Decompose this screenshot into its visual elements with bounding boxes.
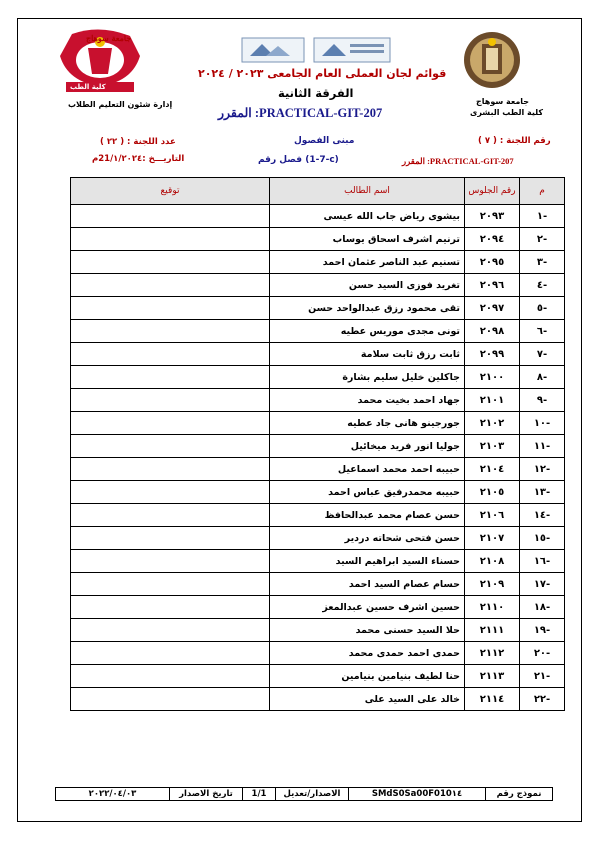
row-number: -٦	[520, 320, 565, 343]
signature-cell	[71, 688, 270, 711]
signature-cell	[71, 619, 270, 642]
signature-cell	[71, 343, 270, 366]
header-m: م	[520, 178, 565, 205]
row-number: -٢	[520, 228, 565, 251]
row-number: -١٢	[520, 458, 565, 481]
student-name: حسن عصام محمد عبدالحافظ	[270, 504, 465, 527]
signature-cell	[71, 642, 270, 665]
header-name: اسم الطالب	[270, 178, 465, 205]
row-number: -٢١	[520, 665, 565, 688]
table-row	[71, 228, 565, 251]
table-row	[71, 504, 565, 527]
table-row	[71, 596, 565, 619]
seat-number: ٢١٠٣	[465, 435, 520, 458]
table-row	[71, 412, 565, 435]
student-name: حنا لطيف بنيامين بنيامين	[270, 665, 465, 688]
seat-number: ٢١٠٨	[465, 550, 520, 573]
student-name: خالد على السيد على	[270, 688, 465, 711]
footer-form-label: نموذج رقم	[485, 788, 552, 800]
row-number: -١٠	[520, 412, 565, 435]
seat-number: ٢١١٣	[465, 665, 520, 688]
committee-count: عدد اللجنة : ( ٢٢ )	[100, 137, 176, 147]
student-name: ثابت رزق ثابت سلامة	[270, 343, 465, 366]
student-name: حلا السيد حسنى محمد	[270, 619, 465, 642]
table-row	[71, 665, 565, 688]
seat-number: ٢١٠٥	[465, 481, 520, 504]
seat-number: ٢١٠١	[465, 389, 520, 412]
title-line-1: قوائم لجان العملى العام الجامعى ٢٠٢٣ / ٢٠٢٤	[198, 67, 447, 80]
form-footer	[55, 787, 553, 801]
committee-number: رقم اللجنة : ( ٧ )	[478, 136, 551, 146]
seat-number: ٢١٠٦	[465, 504, 520, 527]
row-number: -٩	[520, 389, 565, 412]
left-department: إدارة شئون التعليم الطلاب	[68, 100, 173, 109]
signature-cell	[71, 205, 270, 228]
student-name: جورجينو هانى جاد عطيه	[270, 412, 465, 435]
row-number: -٧	[520, 343, 565, 366]
row-number: -١٦	[520, 550, 565, 573]
table-row	[71, 458, 565, 481]
signature-cell	[71, 481, 270, 504]
student-name: حمدى احمد حمدى محمد	[270, 642, 465, 665]
seat-number: ٢٠٩٥	[465, 251, 520, 274]
signature-cell	[71, 412, 270, 435]
left-logo-top-text: جامعة سوهاج	[86, 33, 132, 43]
university-name: جامعة سوهاج	[476, 97, 530, 106]
footer-issue-date: ٢٠٢٢/٠٤/٠٣	[88, 789, 137, 799]
table-row	[71, 481, 565, 504]
row-number: -٤	[520, 274, 565, 297]
course-small: المقرر :PRACTICAL-GIT-207	[402, 156, 514, 166]
table-row	[71, 343, 565, 366]
seat-number: ٢١١٢	[465, 642, 520, 665]
seat-number: ٢١٠٩	[465, 573, 520, 596]
row-number: -٣	[520, 251, 565, 274]
signature-cell	[71, 573, 270, 596]
signature-cell	[71, 366, 270, 389]
faculty-name: كلية الطب البشرى	[470, 108, 544, 117]
signature-cell	[71, 458, 270, 481]
student-name: حبيبه محمدرفيق عباس احمد	[270, 481, 465, 504]
student-name: جهاد احمد بخيت محمد	[270, 389, 465, 412]
row-number: -١	[520, 205, 565, 228]
left-logo-bottom-text: كلية الطب	[70, 83, 106, 91]
seat-number: ٢٠٩٩	[465, 343, 520, 366]
footer-edition-value: 1/1	[242, 788, 275, 800]
row-number: -٢٢	[520, 688, 565, 711]
table-row	[71, 297, 565, 320]
table-row	[71, 435, 565, 458]
table-row	[71, 320, 565, 343]
student-name: جوليا انور فريد ميخائيل	[270, 435, 465, 458]
table-row	[71, 205, 565, 228]
signature-cell	[71, 504, 270, 527]
signature-cell	[71, 527, 270, 550]
course-title: المقرر :PRACTICAL-GIT-207	[218, 106, 383, 120]
row-number: -١٣	[520, 481, 565, 504]
signature-cell	[71, 596, 270, 619]
seat-number: ٢٠٩٣	[465, 205, 520, 228]
table-row	[71, 573, 565, 596]
footer-edition-label: الاصدار/تعديل	[275, 788, 348, 800]
signature-cell	[71, 228, 270, 251]
header-signature: توقيع	[71, 178, 270, 205]
student-name: تسنيم عبد الناصر عثمان احمد	[270, 251, 465, 274]
row-number: -٥	[520, 297, 565, 320]
student-name: حسناء السيد ابراهيم السيد	[270, 550, 465, 573]
signature-cell	[71, 274, 270, 297]
seat-number: ٢١٠٧	[465, 527, 520, 550]
signature-cell	[71, 435, 270, 458]
row-number: -١٧	[520, 573, 565, 596]
table-row	[71, 251, 565, 274]
table-row	[71, 527, 565, 550]
student-name: حبيبه احمد محمد اسماعيل	[270, 458, 465, 481]
student-name: حسن فتحى شحاته دردير	[270, 527, 465, 550]
seat-number: ٢١١١	[465, 619, 520, 642]
seat-number: ٢١٠٠	[465, 366, 520, 389]
accreditation-logo	[236, 36, 396, 64]
building-label: مبنى الفصول	[294, 136, 355, 146]
seat-number: ٢١١٤	[465, 688, 520, 711]
signature-cell	[71, 251, 270, 274]
table-header-row	[71, 178, 565, 205]
student-name: جاكلين خليل سليم بشارة	[270, 366, 465, 389]
footer-form-number: SMdS0Sa00F010١٤	[348, 788, 485, 800]
seat-number: ٢٠٩٨	[465, 320, 520, 343]
row-number: -١٨	[520, 596, 565, 619]
student-name: تغريد فوزى السيد حسن	[270, 274, 465, 297]
student-name: حسين اشرف حسين عبدالمعز	[270, 596, 465, 619]
signature-cell	[71, 665, 270, 688]
row-number: -١٩	[520, 619, 565, 642]
seat-number: ٢٠٩٤	[465, 228, 520, 251]
student-name: تقى محمود رزق عبدالواحد حسن	[270, 297, 465, 320]
signature-cell	[71, 320, 270, 343]
university-logo	[462, 30, 522, 92]
seat-number: ٢١٠٤	[465, 458, 520, 481]
seat-number: ٢٠٩٦	[465, 274, 520, 297]
table-row	[71, 688, 565, 711]
student-name: حسام عصام السيد احمد	[270, 573, 465, 596]
student-name: تونى مجدى موريس عطيه	[270, 320, 465, 343]
row-number: -١٥	[520, 527, 565, 550]
title-line-2: الفرقة الثانية	[278, 86, 354, 100]
classroom-label: فصل رقم (7-1-c)	[258, 155, 339, 165]
signature-cell	[71, 297, 270, 320]
students-table	[70, 177, 565, 711]
table-row	[71, 366, 565, 389]
signature-cell	[71, 389, 270, 412]
row-number: -٢٠	[520, 642, 565, 665]
table-row	[71, 642, 565, 665]
header-seat: رقم الجلوس	[465, 178, 520, 205]
footer-issue-label: تاريخ الاصدار	[169, 788, 242, 800]
row-number: -٨	[520, 366, 565, 389]
table-row	[71, 389, 565, 412]
student-name: بيشوى رياض جاب الله عيسى	[270, 205, 465, 228]
student-name: ترنيم اشرف اسحاق يوساب	[270, 228, 465, 251]
signature-cell	[71, 550, 270, 573]
row-number: -١١	[520, 435, 565, 458]
seat-number: ٢١١٠	[465, 596, 520, 619]
table-row	[71, 274, 565, 297]
table-row	[71, 550, 565, 573]
exam-date: التاريـــخ :21/١/٢٠٢٤م	[92, 154, 185, 164]
table-row	[71, 619, 565, 642]
seat-number: ٢١٠٢	[465, 412, 520, 435]
table-body	[71, 205, 565, 711]
seat-number: ٢٠٩٧	[465, 297, 520, 320]
row-number: -١٤	[520, 504, 565, 527]
